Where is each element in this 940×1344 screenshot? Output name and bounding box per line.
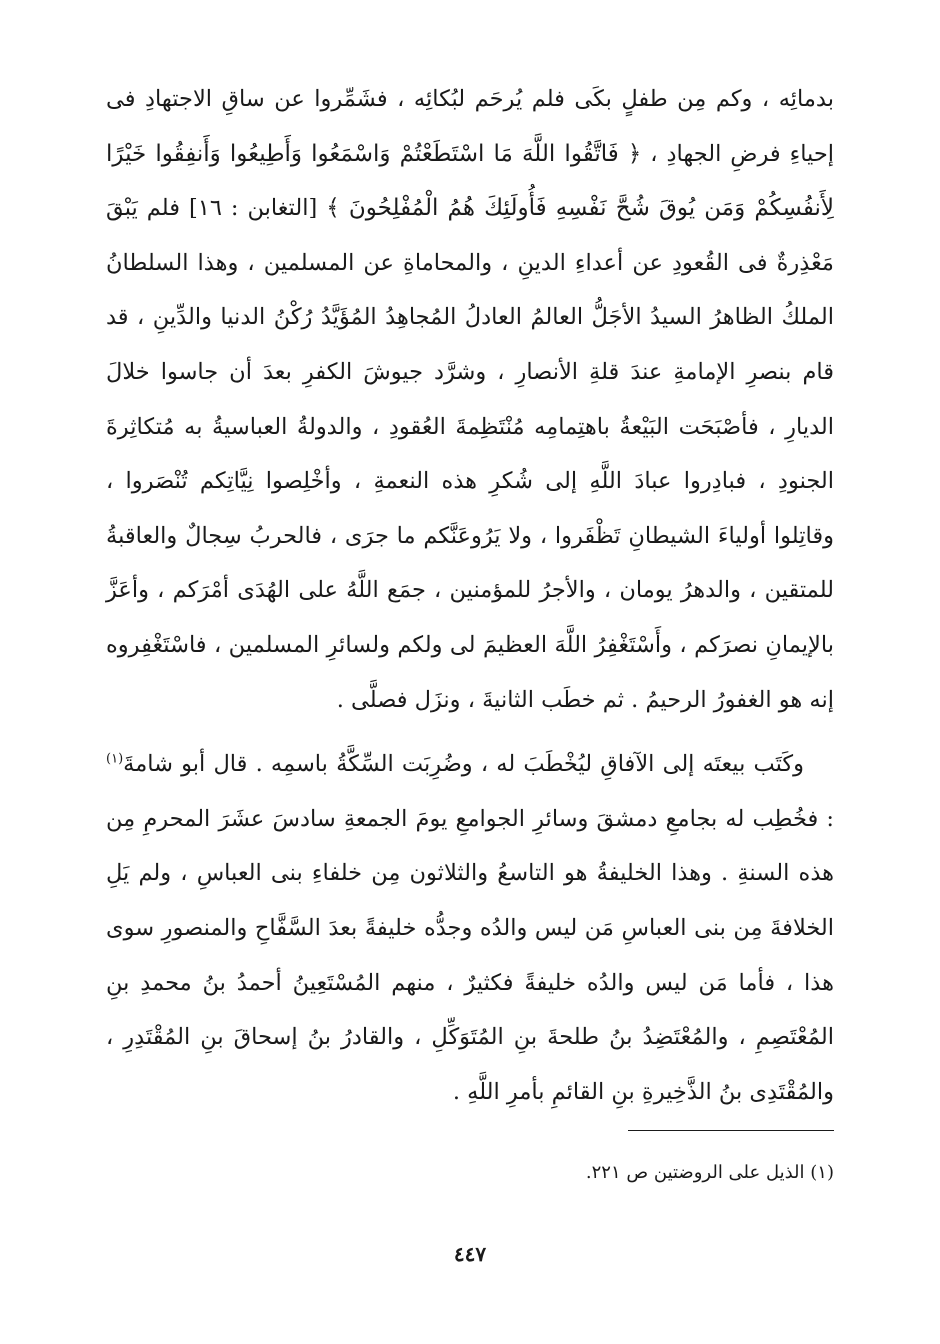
footnote: (١) الذيل على الروضتين ص ٢٢١. <box>585 1162 834 1183</box>
quran-citation: [التغابن : ١٦] <box>188 195 318 222</box>
paragraph-1-text-start: بدمائِه ، وكم مِن طفلٍ بكَى فلم يُرحَم لبُكائِه ، فشَمِّروا عن ساقِ الاجتهادِ فى إحياءِ فرضِ الجهادِ ، <box>106 86 835 167</box>
quran-verse: ﴿ فَاتَّقُوا اللَّهَ مَا اسْتَطَعْتُمْ وَاسْمَعُوا وَأَطِيعُوا وَأَنفِقُوا خَيْرًا لِأَنفُسِكُمْ وَمَن يُوقَ شُحَّ نَفْسِهِ فَأُولَئِكَ هُمُ الْمُفْلِحُونَ ﴾ <box>106 140 835 222</box>
paragraph-1-text-end: فلم يَبْقَ مَعْذِرةٌ فى القُعودِ عن أعداءِ الدينِ ، والمحاماةِ عن المسلمين ، وهذا السلطانُ الملكُ الظاهرُ السيدُ الأجَلُّ العالمُ العادلُ المُجاهِدُ المُؤَيَّدُ رُكْنُ الدنيا والدِّينِ ، قد قام بنصرِ الإمامةِ عندَ قلةِ الأنصارِ ، وشرَّد جيوشَ الكفرِ بعدَ أن جاسوا خلالَ الديارِ ، فأصْبَحَت البَيْعةُ باهتِمامِه مُنْتَظِمةَ العُقودِ ، والدولةُ العباسيةُ به مُتكاثِرةَ الجنودِ ، فبادِروا عبادَ اللَّهِ إلى شُكرِ هذه النعمةِ ، وأخْلِصوا نِيَّاتِكم تُنْصَروا ، وقاتِلوا أولياءَ الشيطانِ تَظْفَروا ، ولا يَرُوعَنَّكم ما جرَى ، فالحربُ سِجالٌ والعاقبةُ للمتقين ، والدهرُ يومان ، والأجرُ للمؤمنين ، جمَع اللَّهُ على الهُدَى أمْرَكم ، وأعَزَّ بالإيمانِ نصرَكم ، وأَسْتَغْفِرُ اللَّهَ العظيمَ لى ولكم ولسائرِ المسلمين ، فاسْتَغْفِروه إنه هو الغفورُ الرحيمُ . ثم خطَب الثانيةَ ، ونزَل فصلَّى . <box>106 195 834 713</box>
paragraph-2-text-start: وكَتَب بيعتَه إلى الآفاقِ ليُخْطَبَ له ، وضُرِبَت السِّكَّةُ باسمِه . قال أبو شامةَ <box>123 751 804 778</box>
footnote-marker: (١) <box>106 751 124 767</box>
paragraph-2 <box>106 737 834 1119</box>
paragraph-1 <box>106 72 834 727</box>
footnote-divider <box>628 1130 834 1131</box>
page-number: ٤٤٧ <box>453 1242 487 1266</box>
paragraph-2-text-end: : فخُطِب له بجامعِ دمشقَ وسائرِ الجوامعِ يومَ الجمعةِ سادسَ عشَرَ المحرمِ مِن هذه السنةِ . وهذا الخليفةُ هو التاسعُ والثلاثون مِن خلفاءِ بنى العباسِ ، ولم يَلِ الخلافةَ مِن بنى العباسِ مَن ليس والدُه وجدُّه خليفةً بعدَ السَّفَّاحِ والمنصورِ سوى هذا ، فأما مَن ليس والدُه خليفةً فكثيرٌ ، منهم المُسْتَعِينُ أحمدُ بنُ محمدِ بنِ المُعْتَصِمِ ، والمُعْتَضِدُ بنُ طلحةَ بنِ المُتَوَكِّلِ ، والقادرُ بنُ إسحاقَ بنِ المُقْتَدِرِ ، والمُقْتَدِى بنُ الذَّخِيرةِ بنِ القائمِ بأمرِ اللَّهِ . <box>106 805 834 1105</box>
